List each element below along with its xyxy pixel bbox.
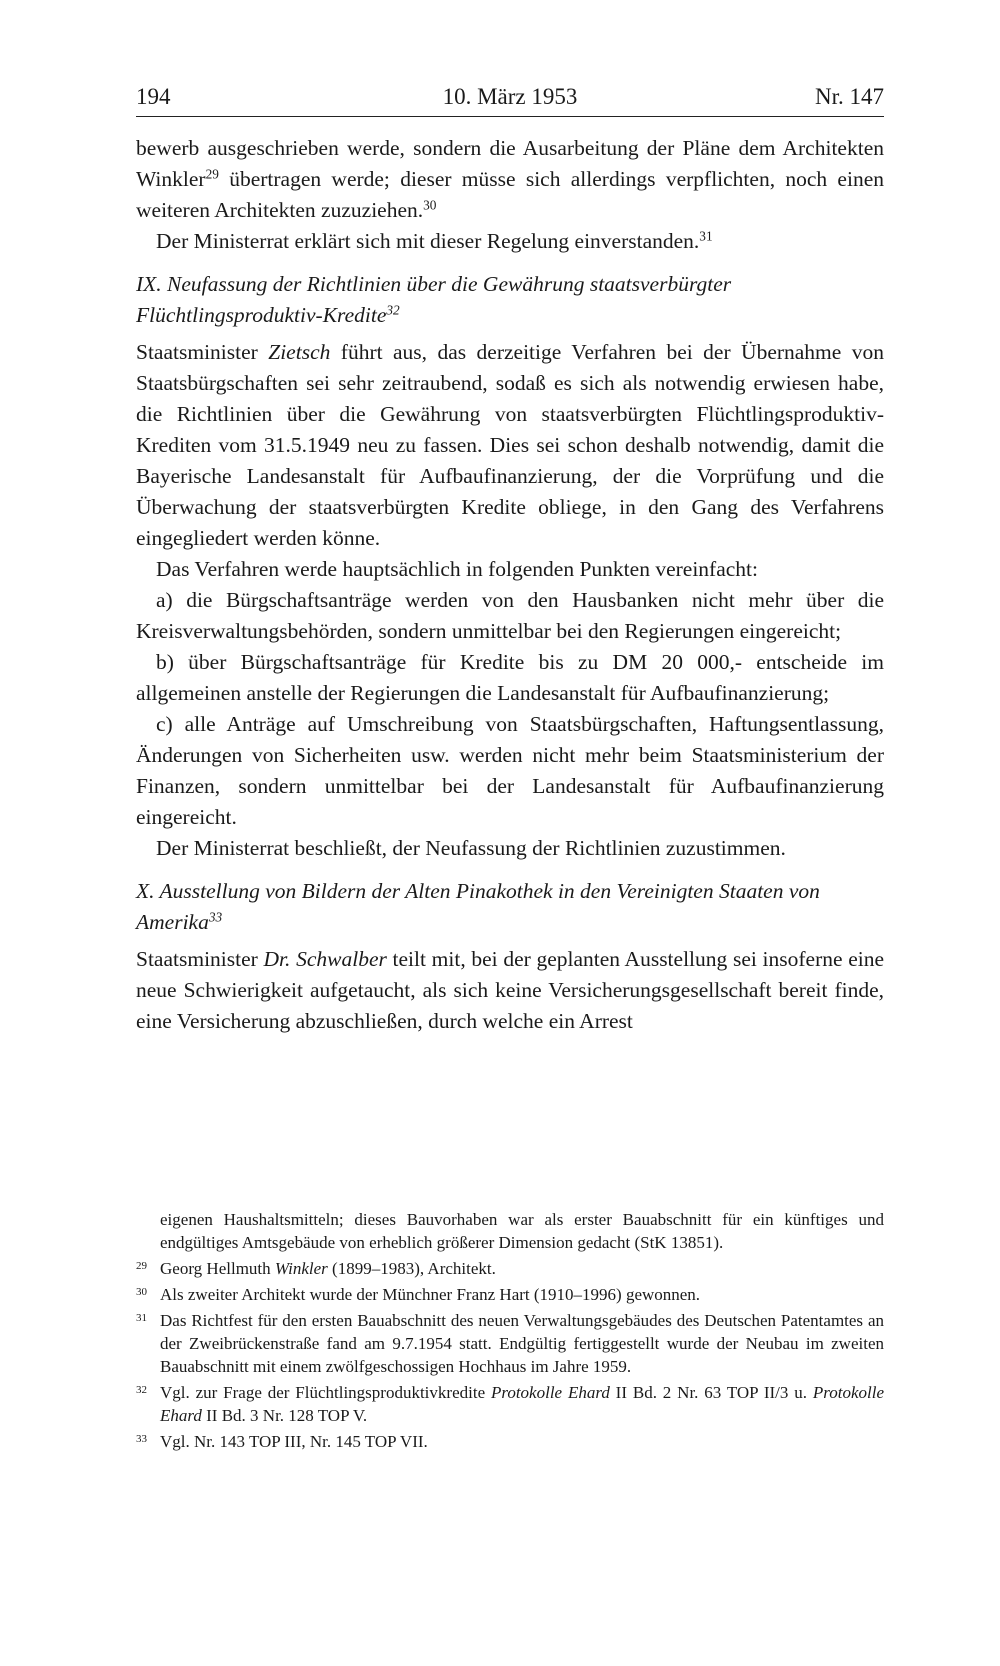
paragraph: Staatsminister Dr. Schwalber teilt mit, bei der geplanten Ausstellung sei insoferne eine neue Schwierigkeit aufgetaucht, als sich keine Versicherungsgesellschaft bereit finde, eine Versicherung abzuschließen, durch welche ein Arrest [136, 947, 885, 1033]
paragraph: Der Ministerrat beschließt, der Neufassung der Richtlinien zuzustimmen. [156, 836, 786, 860]
paragraph: Das Verfahren werde hauptsächlich in folgenden Punkten vereinfacht: [156, 557, 758, 581]
footnote-number: 32 [136, 1384, 147, 1396]
footnote-number: 29 [136, 1260, 147, 1272]
footnote-ref[interactable]: 30 [423, 197, 437, 213]
list-item-c: c) alle Anträge auf Umschreibung von Staatsbürgschaften, Haftungsentlassung, Änderungen von Sicherheiten usw. werden nicht mehr beim Staatsministerium der Finanzen, sondern unmittelbar bei der Landesanstalt für Aufbaufinanzierung eingereicht. [136, 712, 884, 829]
footnote-number: 31 [136, 1312, 147, 1324]
footnote-continuation: eigenen Haushaltsmitteln; dieses Bauvorhaben war als erster Bauabschnitt für ein künftiges und endgültiges Amtsgebäude von erheblich größerer Dimension gedacht (StK 13851). [160, 1210, 884, 1252]
footnote-number: 33 [136, 1433, 147, 1445]
footnote-29: 29 Georg Hellmuth Winkler (1899–1983), Architekt. [136, 1259, 496, 1278]
footnotes [136, 1208, 884, 1456]
header-issue: Nr. 147 [815, 84, 884, 109]
footnote-ref[interactable]: 31 [699, 228, 713, 244]
footnote-30: 30 Als zweiter Architekt wurde der Münchner Franz Hart (1910–1996) gewonnen. [136, 1285, 701, 1304]
section-heading-x: X. Ausstellung von Bildern der Alten Pinakothek in den Vereinigten Staaten von Amerika$^{33}$ [136, 879, 820, 934]
paragraph: bewerb ausgeschrieben werde, sondern die Ausarbeitung der Pläne dem Architekten Winkler$^{29}$ übertragen werde; dieser müsse sich allerdings verpflichten, noch einen weiteren Architekten zuzuziehen.$^{30}$ [136, 136, 884, 222]
section-heading-ix: IX. Neufassung der Richtlinien über die Gewährung staatsverbürgter Flüchtlingsproduktiv-Kredite$^{32}$ [136, 272, 732, 327]
footnote-31: 31 Das Richtfest für den ersten Bauabschnitt des neuen Verwaltungsgebäudes des Deutschen Patentamtes an der Zweibrückenstraße fand am 9.7.1954 statt. Endgültig fertiggestellt wurde der Neubau im zweiten Bauabschnitt mit einem zwölfgeschossigen Hochhaus im Jahre 1959. [136, 1311, 884, 1376]
list-item-a: a) die Bürgschaftsanträge werden von den Hausbanken nicht mehr über die Kreisverwaltungsbehörden, sondern unmittelbar bei den Regierungen eingereicht; [136, 588, 884, 643]
paragraph: Der Ministerrat erklärt sich mit dieser Regelung einverstanden.$^{31}$ [156, 228, 713, 253]
person-name: Zietsch [268, 340, 331, 364]
footnote-ref[interactable]: 32 [386, 302, 400, 318]
footnote-32: 32 Vgl. zur Frage der Flüchtlingsproduktivkredite Protokolle Ehard II Bd. 2 Nr. 63 TOP II/3 u. Protokolle Ehard II Bd. 3 Nr. 128 TOP V. [136, 1383, 885, 1425]
footnote-33: 33 Vgl. Nr. 143 TOP III, Nr. 145 TOP VII. [136, 1432, 428, 1451]
running-header [136, 82, 884, 117]
main-text [136, 133, 884, 1037]
footnote-ref[interactable]: 33 [208, 909, 223, 925]
footnote-number: 30 [136, 1286, 147, 1298]
person-name: Dr. Schwalber [263, 947, 387, 971]
list-item-b: b) über Bürgschaftsanträge für Kredite bis zu DM 20 000,- entscheide im allgemeinen anstelle der Regierungen die Landesanstalt für Aufbaufinanzierung; [136, 650, 884, 705]
header-date: 10. März 1953 [442, 84, 578, 109]
paragraph: Staatsminister Zietsch führt aus, das derzeitige Verfahren bei der Übernahme von Staatsbürgschaften sei sehr zeitraubend, sodaß es sich als notwendig erwiesen habe, die Richtlinien über die Gewährung von staatsverbürgten Flüchtlingsproduktiv-Krediten vom 31.5.1949 neu zu fassen. Dies sei schon deshalb notwendig, damit die Bayerische Landesanstalt für Aufbaufinanzierung, der die Vorprüfung und die Überwachung der staatsverbürgten Kredite obliege, in den Gang des Verfahrens eingegliedert werden könne. [136, 340, 884, 550]
footnote-ref[interactable]: 29 [205, 166, 219, 182]
page-number: 194 [136, 84, 171, 109]
document-page [136, 82, 884, 1037]
